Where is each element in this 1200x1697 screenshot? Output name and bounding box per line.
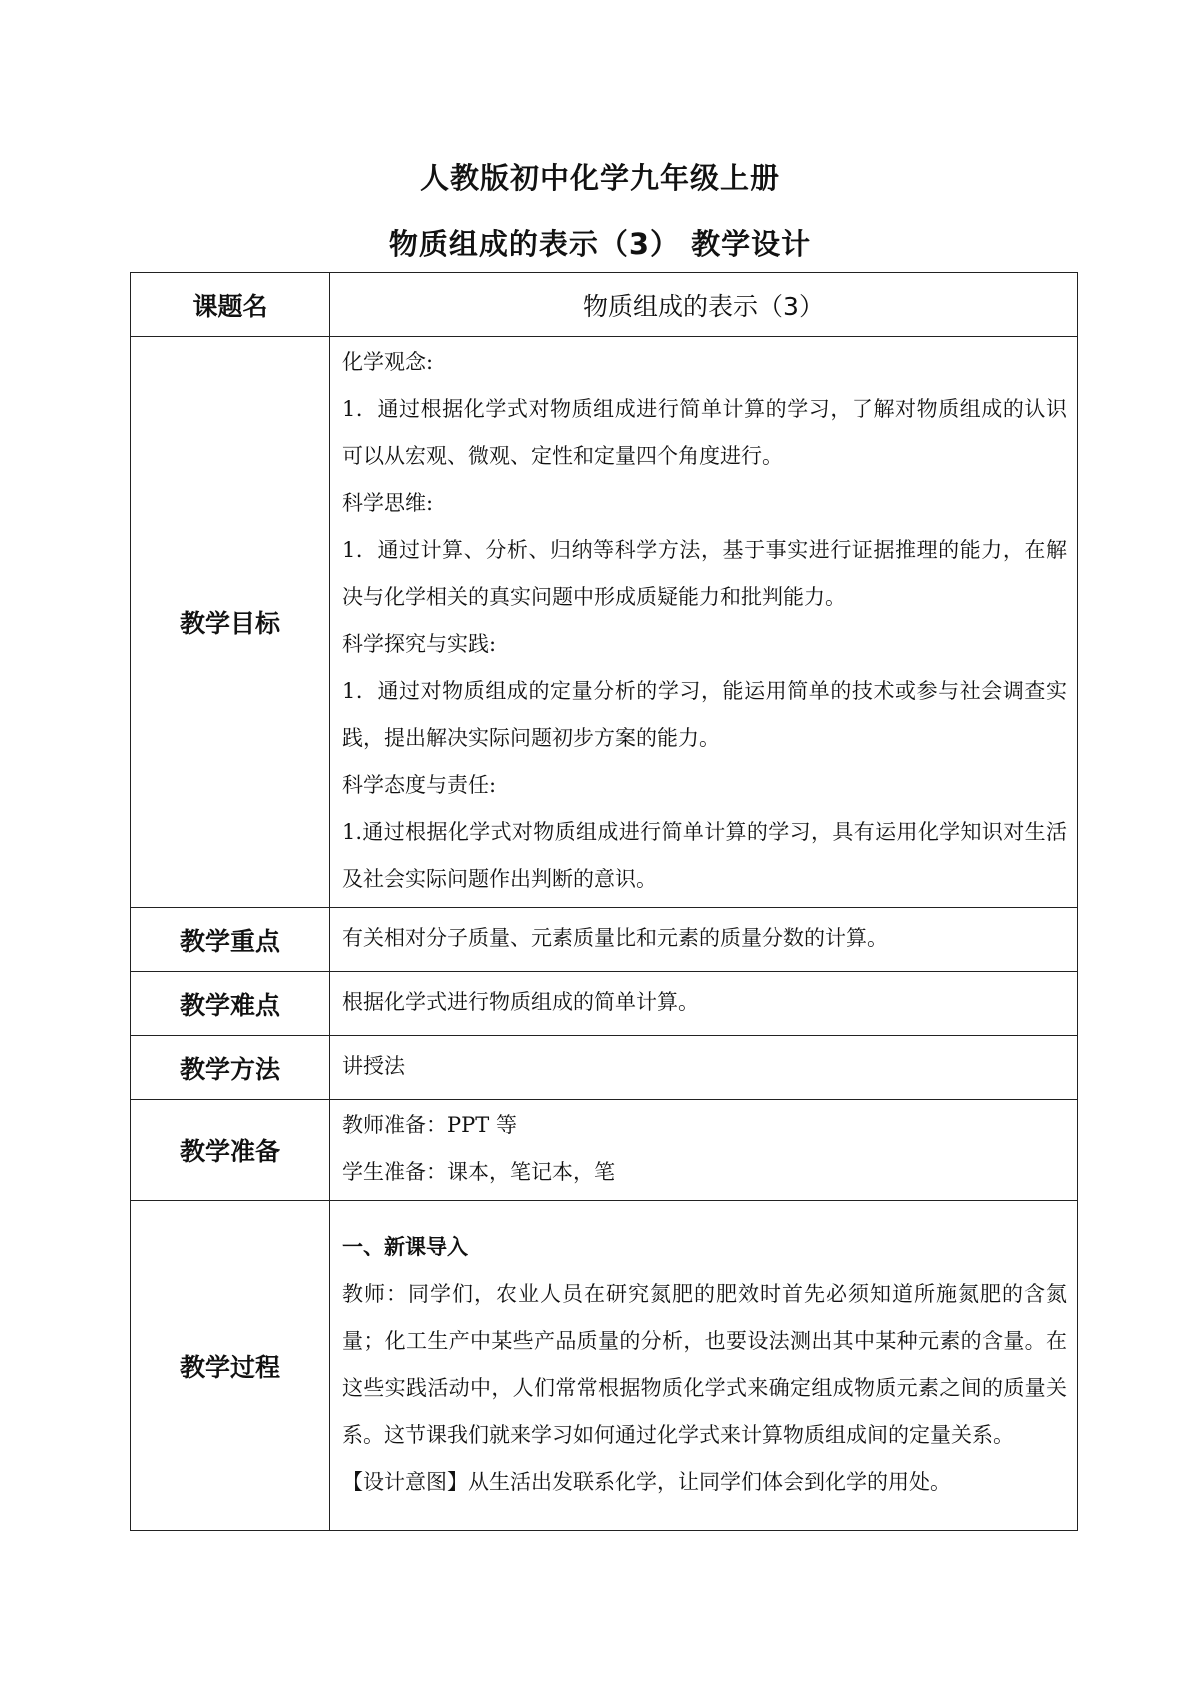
table-row-key-points (131, 908, 1078, 972)
difficulties-value: 根据化学式进行物质组成的简单计算。 (330, 972, 1078, 1036)
goals-line: 化学观念: (342, 350, 434, 374)
table-row-process (131, 1201, 1078, 1531)
process-paragraph: 教师：同学们，农业人员在研究氮肥的肥效时首先必须知道所施氮肥的含氮量；化工生产中某些产品质量的分析，也要设法测出其中某种元素的含量。在这些实践活动中，人们常常根据物质化学式来确定组成物质元素之间的质量关系。这节课我们就来学习如何通过化学式来计算物质组成间的定量关系。 (342, 1281, 1067, 1447)
student-preparation: 学生准备：课本，笔记本，笔 (342, 1160, 615, 1184)
goals-line: 1．通过根据化学式对物质组成进行简单计算的学习，了解对物质组成的认识可以从宏观、微观、定性和定量四个角度进行。 (342, 397, 1067, 468)
goals-line: 1．通过对物质组成的定量分析的学习，能运用简单的技术或参与社会调查实践，提出解决实际问题初步方案的能力。 (342, 679, 1067, 750)
document-subtitle: 物质组成的表示（3） 教学设计 (388, 227, 812, 261)
table-row-topic (131, 273, 1078, 337)
table-row-preparation (131, 1100, 1078, 1201)
goals-label: 教学目标 (131, 337, 330, 908)
goals-line: 1.通过根据化学式对物质组成进行简单计算的学习，具有运用化学知识对生活及社会实际问题作出判断的意识。 (342, 820, 1067, 891)
goals-line: 科学探究与实践: (342, 632, 497, 656)
method-label: 教学方法 (131, 1036, 330, 1100)
document-title: 人教版初中化学九年级上册 (419, 161, 780, 195)
preparation-content (330, 1100, 1078, 1201)
topic-value: 物质组成的表示（3） (330, 273, 1078, 337)
difficulties-label: 教学难点 (131, 972, 330, 1036)
goals-content (330, 337, 1078, 908)
goals-line: 1．通过计算、分析、归纳等科学方法，基于事实进行证据推理的能力，在解决与化学相关的真实问题中形成质疑能力和批判能力。 (342, 538, 1067, 609)
lesson-plan-table (130, 272, 1078, 1531)
goals-line: 科学思维: (342, 491, 434, 515)
key-points-value: 有关相对分子质量、元素质量比和元素的质量分数的计算。 (330, 908, 1078, 972)
process-design-intent: 【设计意图】从生活出发联系化学，让同学们体会到化学的用处。 (342, 1469, 951, 1494)
method-value: 讲授法 (330, 1036, 1078, 1100)
preparation-label: 教学准备 (131, 1100, 330, 1201)
topic-label: 课题名 (131, 273, 330, 337)
process-content (330, 1201, 1078, 1531)
goals-line: 科学态度与责任: (342, 773, 497, 797)
process-section-title: 一、新课导入 (342, 1234, 468, 1259)
table-row-difficulties (131, 972, 1078, 1036)
table-row-method (131, 1036, 1078, 1100)
key-points-label: 教学重点 (131, 908, 330, 972)
teacher-preparation: 教师准备：PPT 等 (342, 1113, 517, 1137)
table-row-goals (131, 337, 1078, 908)
process-label: 教学过程 (131, 1201, 330, 1531)
